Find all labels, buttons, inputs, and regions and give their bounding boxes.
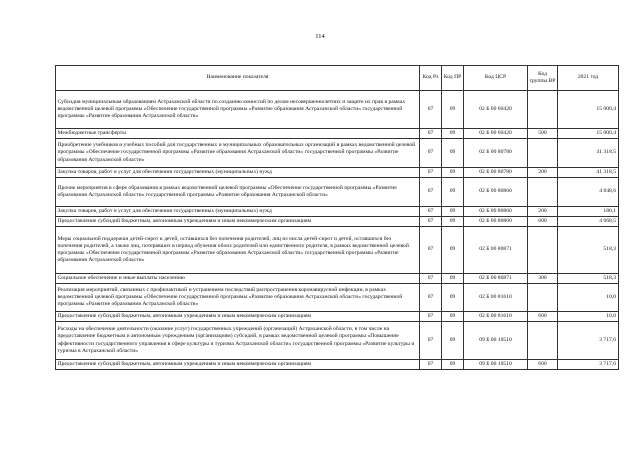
row-vr	[528, 139, 558, 168]
row-csr: 02 Б 00 81610	[464, 284, 528, 312]
row-value: 3 717,6	[558, 360, 619, 370]
page-number: 114	[315, 33, 325, 40]
row-vr: 200	[528, 168, 558, 178]
row-csr: 02 Б 00 80780	[464, 139, 528, 168]
row-name: Субсидия муниципальным образованиям Астраханской области по созданию комиссий по делам несовершеннолетних и защите их прав в рамках ведомственной целевой программы «Обеспечение государственной программы «Развитие образования Астраханской области» государственной программы «Развитие образования Астраханской области»	[56, 91, 420, 129]
row-csr: 02 Б 00 80871	[464, 274, 528, 284]
row-pr: 09	[442, 207, 464, 217]
row-vr: 600	[528, 312, 558, 322]
row-csr: 02 Б 00 60420	[464, 91, 528, 129]
row-rz: 07	[420, 207, 442, 217]
row-rz: 07	[420, 227, 442, 274]
row-vr	[528, 227, 558, 274]
header-name: Наименование показателя	[56, 66, 420, 91]
row-csr: 09 Б 00 10510	[464, 322, 528, 360]
table-row	[56, 227, 619, 274]
table-row	[56, 168, 619, 178]
row-rz: 07	[420, 312, 442, 322]
header-csr: Код ЦСР	[464, 66, 528, 91]
row-csr: 02 Б 00 80860	[464, 178, 528, 207]
row-pr: 09	[442, 322, 464, 360]
header-vr: Код группы ВР	[528, 66, 558, 91]
row-csr: 02 Б 00 80780	[464, 168, 528, 178]
row-csr: 09 Б 00 10510	[464, 360, 528, 370]
table-row	[56, 207, 619, 217]
row-name: Предоставление субсидий бюджетным, автономным учреждениям и иным некоммерческим организациям	[56, 217, 420, 227]
table-row	[56, 129, 619, 139]
row-value: 180,1	[558, 207, 619, 217]
row-rz: 07	[420, 139, 442, 168]
row-value: 4 668,5	[558, 217, 619, 227]
table-row	[56, 178, 619, 207]
row-pr: 09	[442, 178, 464, 207]
row-value: 10,0	[558, 284, 619, 312]
row-rz: 07	[420, 360, 442, 370]
row-pr: 09	[442, 284, 464, 312]
row-value: 4 848,6	[558, 178, 619, 207]
row-pr: 09	[442, 227, 464, 274]
row-name: Предоставление субсидий бюджетным, автономным учреждениям и иным некоммерческим организациям	[56, 312, 420, 322]
table-row	[56, 139, 619, 168]
row-vr: 600	[528, 360, 558, 370]
row-rz: 07	[420, 91, 442, 129]
header-rz: Код Рз	[420, 66, 442, 91]
row-vr	[528, 322, 558, 360]
table-row	[56, 360, 619, 370]
row-value: 15 000,4	[558, 91, 619, 129]
row-vr	[528, 284, 558, 312]
row-csr: 02 Б 00 81610	[464, 312, 528, 322]
row-value: 10,0	[558, 312, 619, 322]
row-vr: 200	[528, 207, 558, 217]
row-name: Межбюджетные трансферты	[56, 129, 420, 139]
row-pr: 09	[442, 139, 464, 168]
row-pr: 09	[442, 217, 464, 227]
header-year: 2021 год	[558, 66, 619, 91]
row-name: Социальное обеспечение и иные выплаты населению	[56, 274, 420, 284]
row-value: 41 318,5	[558, 168, 619, 178]
budget-table	[55, 65, 619, 370]
row-rz: 07	[420, 129, 442, 139]
row-rz: 07	[420, 178, 442, 207]
row-csr: 02 Б 00 80871	[464, 227, 528, 274]
row-name: Закупка товаров, работ и услуг для обеспечения государственных (муниципальных) нужд	[56, 168, 420, 178]
row-name: Предоставление субсидий бюджетным, автономным учреждениям и иным некоммерческим организациям	[56, 360, 420, 370]
row-value: 518,3	[558, 274, 619, 284]
row-value: 3 717,6	[558, 322, 619, 360]
table-header-row	[56, 66, 619, 91]
table-row	[56, 312, 619, 322]
row-name: Приобретение учебников и учебных пособий для государственных и муниципальных образовательных организаций в рамках ведомственной целевой программы «Обеспечение государственной программы «Развитие образования Астраханской области» государственной программы «Развитие образования Астраханской области»	[56, 139, 420, 168]
row-name: Прочие мероприятия в сфере образования в рамках ведомственной целевой программы «Обеспечение государственной программы «Развитие образования Астраханской области» государственной программы «Развитие образования Астраханской области»	[56, 178, 420, 207]
row-rz: 07	[420, 217, 442, 227]
row-pr: 09	[442, 129, 464, 139]
row-vr: 500	[528, 129, 558, 139]
row-pr: 09	[442, 312, 464, 322]
row-name: Расходы на обеспечение деятельности (оказание услуг) государственных учреждений (организаций) Астраханской области, в том числе на предоставление бюджетным и автономным учреждениям (организациям) субсидий, в рамках ведомственной целевой программы «Повышение эффективности государственного управления в сфере культуры и туризма Астраханской области» государственной программы «Развитие культуры и туризма в Астраханской области»	[56, 322, 420, 360]
row-pr: 09	[442, 91, 464, 129]
row-name: Закупка товаров, работ и услуг для обеспечения государственных (муниципальных) нужд	[56, 207, 420, 217]
row-vr: 300	[528, 274, 558, 284]
row-value: 518,3	[558, 227, 619, 274]
row-pr: 09	[442, 360, 464, 370]
row-value: 15 000,4	[558, 129, 619, 139]
row-vr	[528, 178, 558, 207]
row-vr: 600	[528, 217, 558, 227]
row-pr: 09	[442, 168, 464, 178]
table-row	[56, 274, 619, 284]
table-row	[56, 91, 619, 129]
row-rz: 07	[420, 168, 442, 178]
table-row	[56, 322, 619, 360]
row-csr: 02 Б 00 80860	[464, 207, 528, 217]
row-rz: 07	[420, 274, 442, 284]
row-name: Реализация мероприятий, связанных с профилактикой и устранением последствий распространения коронавирусной инфекции, в рамках ведомственной целевой программы «Обеспечение государственной программы «Развитие образования Астраханской области» государственной программы «Развитие образования Астраханской области»	[56, 284, 420, 312]
row-vr	[528, 91, 558, 129]
row-csr: 02 Б 00 60420	[464, 129, 528, 139]
table-row	[56, 284, 619, 312]
row-rz: 07	[420, 284, 442, 312]
row-csr: 02 Б 00 80860	[464, 217, 528, 227]
row-value: 41 318,5	[558, 139, 619, 168]
row-rz: 07	[420, 322, 442, 360]
row-name: Меры социальной поддержки детей-сирот и детей, оставшихся без попечения родителей, лиц из числа детей-сирот и детей, оставшихся без попечения родителей, а также лиц, потерявших в период обучения обоих родителей или единственного родителя, в рамках ведомственной целевой программы «Обеспечение государственной программы «Развитие образования Астраханской области» государственной программы «Развитие образования Астраханской области»	[56, 227, 420, 274]
table-row	[56, 217, 619, 227]
header-pr: Код ПР	[442, 66, 464, 91]
row-pr: 09	[442, 274, 464, 284]
